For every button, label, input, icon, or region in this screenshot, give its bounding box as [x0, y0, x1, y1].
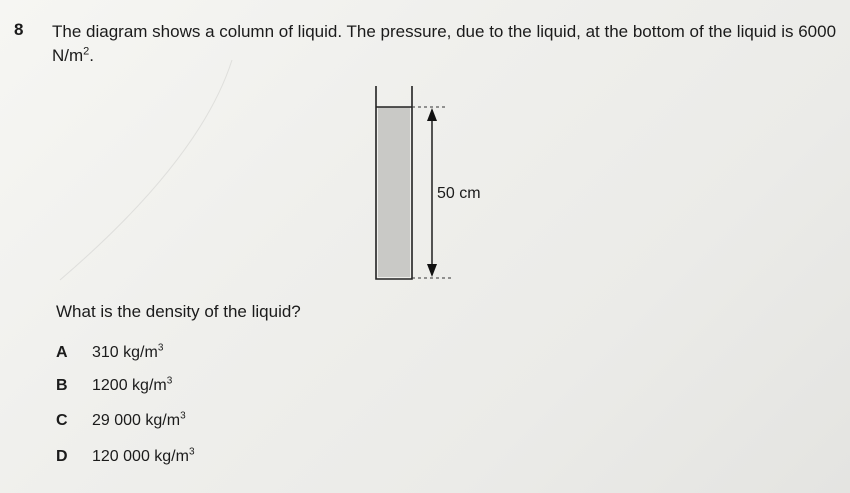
stem-text: The diagram shows a column of liquid. The pressure, due to the liquid, at the bottom of the liquid is 6000 N/m [52, 22, 837, 65]
option-value [92, 344, 163, 362]
liquid-fill [378, 107, 410, 277]
option-letter: A [56, 344, 68, 361]
dimension-arrow-head-top [427, 108, 437, 121]
stem-end: . [89, 46, 95, 65]
question-stem [52, 20, 842, 68]
option-value [92, 377, 172, 395]
option-letter: D [56, 448, 68, 465]
question-prompt: What is the density of the liquid? [56, 302, 301, 321]
option-value-text: 1200 kg/m [92, 377, 167, 394]
dimension-arrow-head-bottom [427, 264, 437, 277]
option-value [92, 448, 195, 466]
option-exponent: 3 [166, 375, 173, 387]
option-exponent: 3 [188, 446, 195, 458]
height-label: 50 cm [437, 185, 481, 202]
option-value-text: 120 000 kg/m [92, 448, 189, 465]
option-value-text: 310 kg/m [92, 344, 158, 361]
option-value-text: 29 000 kg/m [92, 412, 181, 429]
option-letter: B [56, 377, 68, 394]
option-letter: C [56, 412, 68, 429]
option-exponent: 3 [180, 410, 186, 422]
page-fold-line [60, 60, 232, 280]
question-number: 8 [14, 20, 24, 39]
container-outline [376, 86, 412, 279]
option-exponent: 3 [157, 342, 164, 354]
option-value [92, 412, 186, 430]
stem-exponent: 2 [83, 45, 90, 58]
